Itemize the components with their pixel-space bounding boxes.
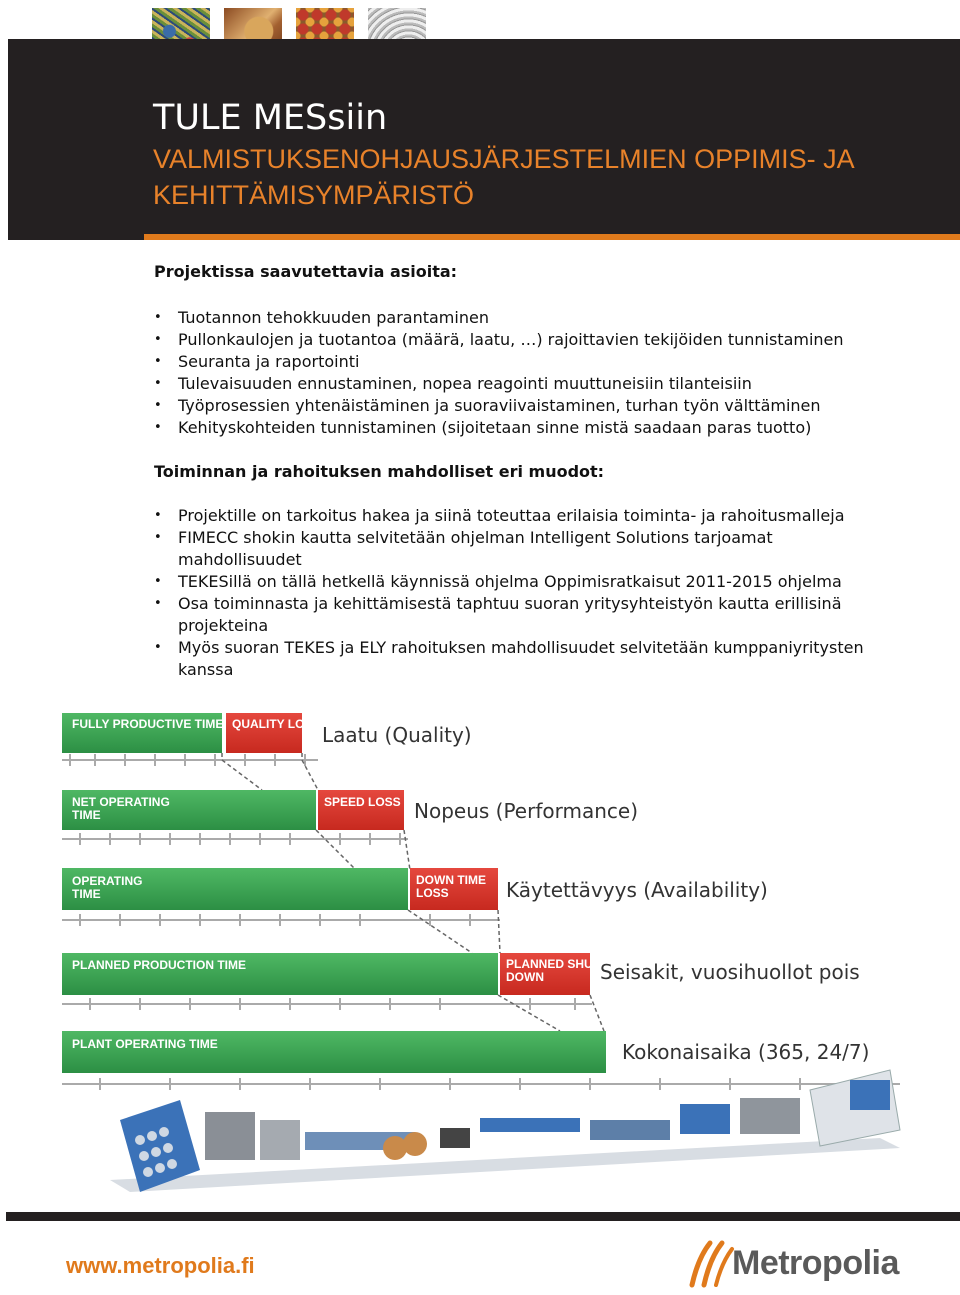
section-heading-funding: Toiminnan ja rahoituksen mahdolliset eri muodot: <box>154 462 605 481</box>
bar-label-red: DOWN TIME LOSS <box>416 873 486 900</box>
oee-level-performance <box>62 790 638 870</box>
oee-level-planned <box>62 953 860 1031</box>
list-item: • Myös suoran TEKES ja ELY rahoituksen mahdollisuudet selvitetään kumppaniyritysten kanssa <box>154 637 874 681</box>
bar-label-green: FULLY PRODUCTIVE TIME <box>72 717 224 731</box>
list-item: • Projektille on tarkoitus hakea ja siinä toteuttaa erilaisia toiminta- ja rahoitusmalleja <box>154 505 874 527</box>
page-title: TULE MESsiin <box>153 98 388 138</box>
bar-label-green: NET OPERATING TIME <box>72 795 170 822</box>
bar-label-green: PLANNED PRODUCTION TIME <box>72 958 246 972</box>
list-item: • Osa toiminnasta ja kehittämisestä taphtuu suoran yritysyhteistyön kautta erillisinä projekteina <box>154 593 874 637</box>
oee-level-availability <box>62 868 768 953</box>
page-subtitle <box>153 141 893 213</box>
footer-rule <box>6 1212 960 1221</box>
list-item: • Työprosessien yhtenäistäminen ja suoraviivaistaminen, turhan työn välttäminen <box>154 395 894 417</box>
list-item: • FIMECC shokin kautta selvitetään ohjelman Intelligent Solutions tarjoamat mahdollisuudet <box>154 527 874 571</box>
section-heading-goals: Projektissa saavutettavia asioita: <box>154 262 458 281</box>
level-label: Kokonaisaika (365, 24/7) <box>622 1040 870 1064</box>
list-item: • TEKESillä on tällä hetkellä käynnissä ohjelma Oppimisratkaisut 2011-2015 ohjelma <box>154 571 874 593</box>
oee-level-total <box>62 1031 900 1090</box>
list-item: • Kehityskohteiden tunnistaminen (sijoitetaan sinne mistä saadaan paras tuotto) <box>154 417 894 439</box>
level-label: Laatu (Quality) <box>322 723 472 747</box>
level-label: Nopeus (Performance) <box>414 799 638 823</box>
subtitle-line-1: VALMISTUKSENOHJAUSJÄRJESTELMIEN OPPIMIS- JA <box>153 144 855 174</box>
bar-label-green: PLANT OPERATING TIME <box>72 1037 218 1051</box>
oee-diagram <box>0 700 960 1210</box>
list-item: • Seuranta ja raportointi <box>154 351 894 373</box>
goals-list <box>154 307 894 439</box>
list-item: • Tuotannon tehokkuuden parantaminen <box>154 307 894 329</box>
metropolia-logo-icon <box>688 1237 736 1289</box>
list-item: • Pullonkaulojen ja tuotantoa (määrä, laatu, …) rajoittavien tekijöiden tunnistaminen <box>154 329 894 351</box>
footer-url-link[interactable]: www.metropolia.fi <box>66 1253 255 1278</box>
production-line-illustration <box>110 1070 900 1192</box>
bar-label-red: SPEED LOSS <box>324 795 401 809</box>
bar-label-red: QUALITY LOSS <box>232 717 321 731</box>
level-label: Käytettävyys (Availability) <box>506 878 768 902</box>
funding-list <box>154 505 874 681</box>
bar-label-red: PLANNED SHUT DOWN <box>506 957 601 984</box>
list-item: • Tulevaisuuden ennustaminen, nopea reagointi muuttuneisiin tilanteisiin <box>154 373 894 395</box>
bar-label-green: OPERATING TIME <box>72 874 143 901</box>
subtitle-line-2: KEHITTÄMISYMPÄRISTÖ <box>153 180 475 210</box>
level-label: Seisakit, vuosihuollot pois <box>600 960 860 984</box>
oee-level-quality <box>62 713 472 790</box>
header-accent-rule <box>144 234 960 240</box>
metropolia-logo-text: Metropolia <box>732 1244 899 1282</box>
